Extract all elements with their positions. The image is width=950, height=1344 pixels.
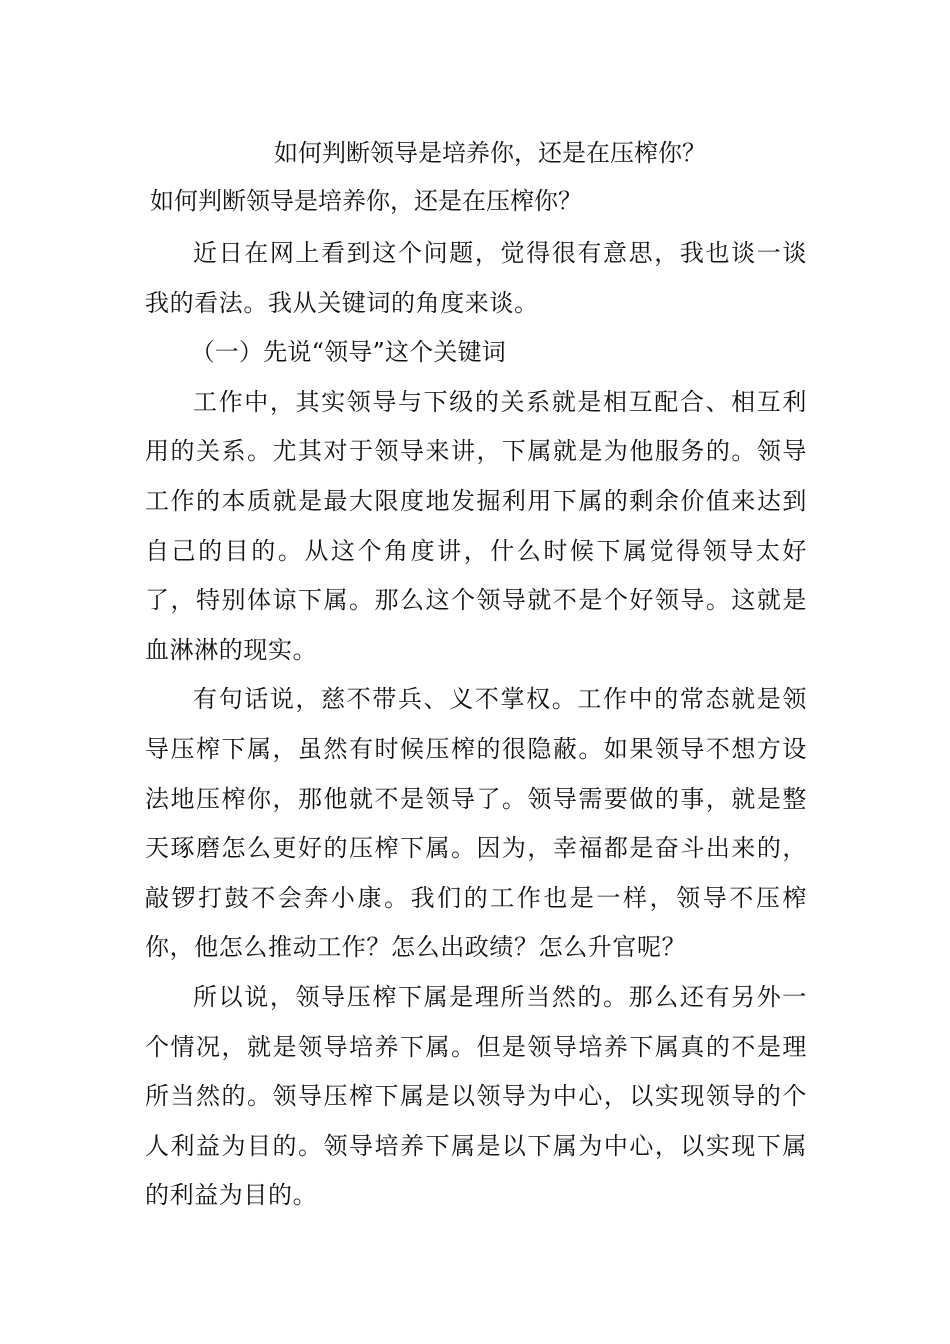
document-subtitle: 如何判断领导是培养你，还是在压榨你？: [150, 187, 582, 215]
paragraph: 有句话说，慈不带兵、义不掌权。工作中的常态就是领导压榨下属，虽然有时候压榨的很隐蔽。如果领导不想方设法地压榨你，那他就不是领导了。领导需要做的事，就是整天琢磨怎么更好的压榨下属。因为，幸福都是奋斗出来的，敲锣打鼓不会奔小康。我们的工作也是一样，领导不压榨你，他怎么推动工作？怎么出政绩？怎么升官呢？: [145, 685, 807, 962]
document-body: [145, 229, 807, 1221]
paragraph-intro: 近日在网上看到这个问题，觉得很有意思，我也谈一谈我的看法。我从关键词的角度来谈。: [145, 239, 807, 317]
section-heading: （一）先说“领导”这个关键词: [190, 338, 506, 367]
paragraph: 工作中，其实领导与下级的关系就是相互配合、相互利用的关系。尤其对于领导来讲，下属就是为他服务的。领导工作的本质就是最大限度地发掘利用下属的剩余价值来达到自己的目的。从这个角度讲，什么时候下属觉得领导太好了，特别体谅下属。那么这个领导就不是个好领导。这就是血淋淋的现实。: [145, 387, 807, 664]
paragraph: 所以说，领导压榨下属是理所当然的。那么还有另外一个情况，就是领导培养下属。但是领导培养下属真的不是理所当然的。领导压榨下属是以领导为中心，以实现领导的个人利益为目的。领导培养下属是以下属为中心，以实现下属的利益为目的。: [145, 982, 807, 1210]
document-title: 如何判断领导是培养你，还是在压榨你？: [274, 139, 706, 167]
